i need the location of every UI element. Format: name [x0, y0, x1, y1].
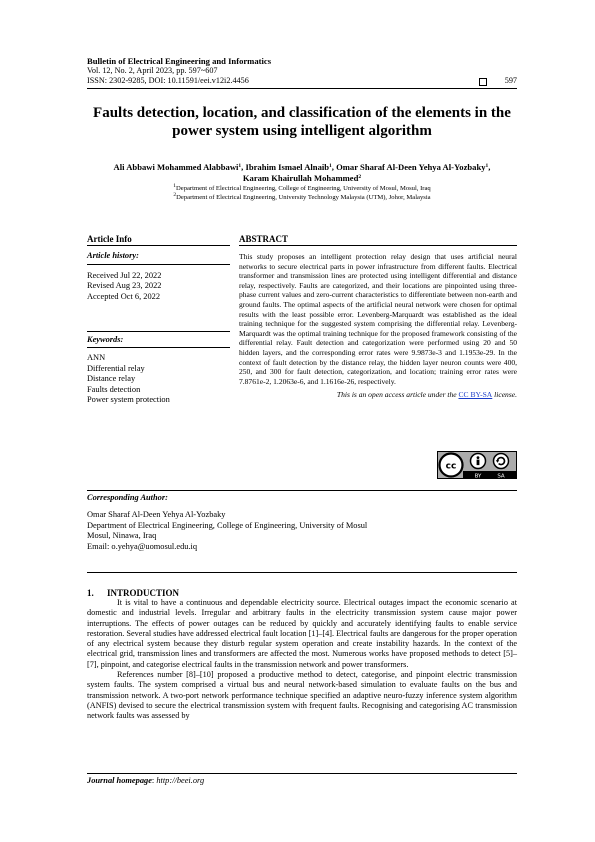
page-footer: Journal homepage: http://beei.org: [87, 773, 517, 785]
introduction-heading: 1. INTRODUCTION: [87, 588, 180, 598]
footer-label: Journal homepage: [87, 776, 152, 785]
affiliations: [87, 184, 517, 202]
paper-title: Faults detection, location, and classification of the elements in the power system using intelligent algorithm: [93, 105, 511, 139]
cc-label-sa: SA: [497, 473, 505, 479]
corresponding-email: Email: o.yehya@uomosul.edu.iq: [87, 541, 198, 551]
author-name: Omar Sharaf Al-Deen Yehya Al-Yozbaky: [336, 162, 486, 172]
keyword-item: ANN: [87, 353, 106, 363]
header-rule: [87, 88, 517, 89]
keyword-list: [87, 353, 230, 405]
article-info: [87, 234, 230, 405]
author-name: Ali Abbawi Mohammed Alabbawi: [113, 162, 239, 172]
cc-label-by: BY: [474, 473, 482, 479]
journal-homepage-link[interactable]: http://beei.org: [156, 776, 205, 785]
keyword-item: Faults detection: [87, 384, 141, 394]
abstract-section: [239, 234, 517, 399]
corresponding-line: Mosul, Ninawa, Iraq: [87, 531, 157, 541]
abstract-text: This study proposes an intelligent protection relay design that uses artificial neural networks to secure electrical parts in power infrastructure from different faults. Electrical transformer and transmission lines are protected using intelligent differential and distance relay, respectively. Faults are categorized, and their locations are pinpointed using three-phase current values and zero-current characteristics to differentiate between non-earth and ground faults. The optimal aspects of the artificial neural network were chosen for optimal results with the least possible error. Levenberg-Marquardt was established as the ideal training technique for the suggested system comprising the differential relay. Levenberg-Marquardt was the optimal training technique for the proposed framework consisting of the differential relay. Fault detection and categorization were performed using 20 and 50 hidden layers, and the corresponding error rates were 9.9873e-3 and 1.1953e-29. In the context of fault detection by the distance relay, the hidden layer neuron counts were 400, 250, and 300 for fault detection, categorization, and location; training error rates were 7.8761e-2, 1.2063e-6, and 1.1616e-26, respectively.: [239, 252, 517, 386]
square-icon: [479, 78, 487, 86]
page-number: 597: [504, 76, 517, 86]
author-name: Ibrahim Ismael Alnaib: [245, 162, 330, 172]
author-name: Karam Khairullah Mohammed: [242, 173, 359, 183]
history-item: Accepted Oct 6, 2022: [87, 291, 161, 301]
history-item: Revised Aug 23, 2022: [87, 281, 162, 291]
corresponding-heading: Corresponding Author:: [87, 490, 517, 503]
volume-line: Vol. 12, No. 2, April 2023, pp. 597~607: [87, 66, 218, 76]
journal-header: [87, 56, 517, 87]
corresponding-author: [87, 490, 517, 552]
corresponding-rule: [87, 572, 517, 573]
affiliation-1: $^1$Department of Electrical Engineering, College of Engineering, University of Mosul, Mosul, Iraq: [173, 183, 431, 192]
license-note: This is an open access article under the CC BY-SA license.: [336, 390, 517, 400]
intro-paragraph: It is vital to have a continuous and dependable electricity source. Electrical outages impact the economic scenario at domestic and industrial levels. Irregular and arbitrary faults in the electricity transmission system cause major power interruptions. The effects of power outages can be reduced by quickly and accurately identifying faults to enable service restoration. Several studies have addressed electrical fault location [1]–[4]. Electrical faults are dangerous for the proper operation of any electrical system because they disturb regular system operation and create instability hazards. In the context of the electrical grid, transmission lines and transformers are affected the most. Numerous works have proposed methods to detect [5]–[7], pinpoint, and categorise electrical faults in the transmission network and power transformers.: [87, 598, 517, 669]
history-item: Received Jul 22, 2022: [87, 270, 162, 280]
history-list: [87, 271, 230, 302]
intro-paragraph: References number [8]–[10] proposed a productive method to detect, categorise, and pinpoint electric transmission system faults. The system comprised a virtual bus and neural network-based simulation to evaluate faults on the bus and transmission network. A two-port network performance technique specified an adaptive neuro-fuzzy inference system algorithm (ANFIS) devised to secure the electrical transmission system with frequent faults. Recognising and categorising AC transmission network faults was assessed by: [87, 670, 517, 721]
journal-title: Bulletin of Electrical Engineering and Informatics: [87, 56, 272, 66]
abstract-heading: ABSTRACT: [239, 234, 517, 246]
author-list: Ali Abbawi Mohammed Alabbawi$^1$, Ibrahim Ismael Alnaib$^1$, Omar Sharaf Al-Deen Yehya Al-Yozbaky$^1$, Karam Khairullah Mohammed$^2$: [113, 162, 491, 183]
issn-doi: ISSN: 2302-9285, DOI: 10.11591/eei.v12i2.4456: [87, 76, 249, 86]
keyword-item: Differential relay: [87, 363, 145, 373]
corresponding-line: Omar Sharaf Al-Deen Yehya Al-Yozbaky: [87, 510, 226, 520]
corresponding-line: Department of Electrical Engineering, College of Engineering, University of Mosul: [87, 520, 368, 530]
introduction-section: [87, 588, 517, 722]
affiliation-2: $^2$Department of Electrical Engineering, University Technology Malaysia (UTM), Johor, Malaysia: [173, 192, 431, 201]
svg-text:cc: cc: [445, 461, 457, 472]
article-info-heading: Article Info: [87, 234, 230, 246]
keyword-item: Power system protection: [87, 395, 170, 405]
article-history-heading: Article history:: [87, 251, 230, 264]
keywords-heading: Keywords:: [87, 331, 230, 348]
cc-by-sa-badge-icon[interactable]: [437, 451, 517, 479]
keyword-item: Distance relay: [87, 374, 136, 384]
license-link[interactable]: CC BY-SA: [458, 390, 493, 400]
